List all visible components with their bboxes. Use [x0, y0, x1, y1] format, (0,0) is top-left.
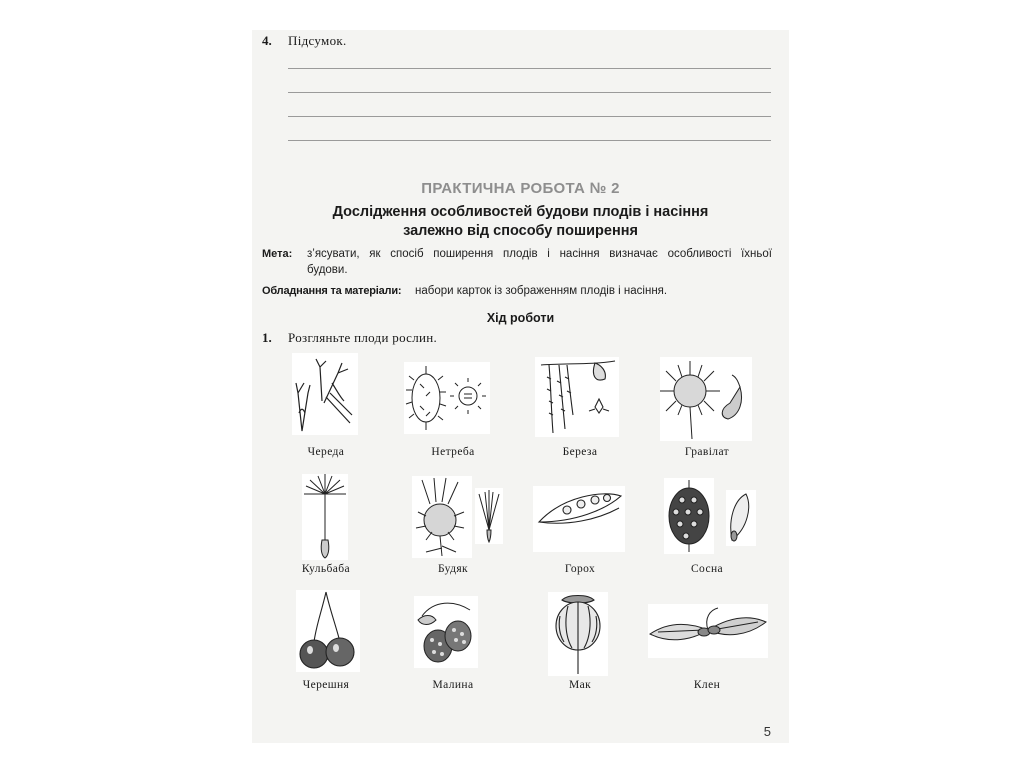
cocklebur-icon: [404, 362, 490, 434]
practical-work-subtitle-2: залежно від способу поширення: [403, 223, 638, 239]
equipment-label: Обладнання та матеріали:: [262, 285, 402, 297]
bidens-seed-icon: [292, 353, 358, 435]
plant-caption: Кульбаба: [301, 563, 351, 575]
plant-caption: Нетреба: [431, 446, 475, 458]
answer-line: [288, 116, 771, 117]
pine-seed-icon: [726, 490, 756, 546]
birch-catkin-icon: [535, 357, 619, 437]
page-number: 5: [763, 724, 771, 739]
plant-caption: Будяк: [437, 563, 469, 575]
plant-caption: Черешня: [302, 679, 350, 691]
answer-line: [288, 68, 771, 69]
goal-label: Мета:: [262, 248, 293, 260]
pine-cone-icon: [664, 478, 714, 554]
goal-text-line-2: будови.: [307, 264, 348, 276]
maple-samara-icon: [648, 604, 768, 658]
step-1-number: 1.: [262, 330, 272, 345]
plant-caption: Малина: [432, 679, 474, 691]
summary-label: Підсумок.: [288, 33, 347, 48]
summary-number: 4.: [262, 33, 272, 48]
thistle-icon: [412, 476, 472, 558]
thistle-seed-icon: [475, 488, 503, 544]
step-1-text: Розгляньте плоди рослин.: [288, 330, 438, 345]
workbook-page: [252, 30, 789, 743]
poppy-capsule-icon: [548, 592, 608, 676]
plant-caption: Череда: [307, 446, 345, 458]
avens-icon: [660, 357, 752, 441]
plant-caption: Клен: [693, 679, 721, 691]
plant-caption: Мак: [568, 679, 592, 691]
plant-caption: Береза: [562, 446, 598, 458]
plant-caption: Сосна: [690, 563, 724, 575]
dandelion-seed-icon: [302, 474, 348, 560]
procedure-heading: Хід роботи: [486, 311, 555, 325]
goal-text-line-1: з’ясувати, як спосіб поширення плодів і насіння визначає особливості їхньої: [307, 248, 772, 260]
practical-work-title: ПРАКТИЧНА РОБОТА № 2: [421, 180, 620, 197]
raspberry-icon: [414, 596, 478, 668]
pea-pod-icon: [533, 486, 625, 552]
practical-work-subtitle-1: Дослідження особливостей будови плодів і насіння: [332, 204, 709, 220]
answer-line: [288, 92, 771, 93]
cherry-icon: [296, 590, 360, 672]
plant-caption: Гравілат: [684, 446, 730, 458]
answer-line: [288, 140, 771, 141]
equipment-text: набори карток із зображенням плодів і насіння.: [415, 285, 668, 297]
plant-caption: Горох: [564, 563, 596, 575]
